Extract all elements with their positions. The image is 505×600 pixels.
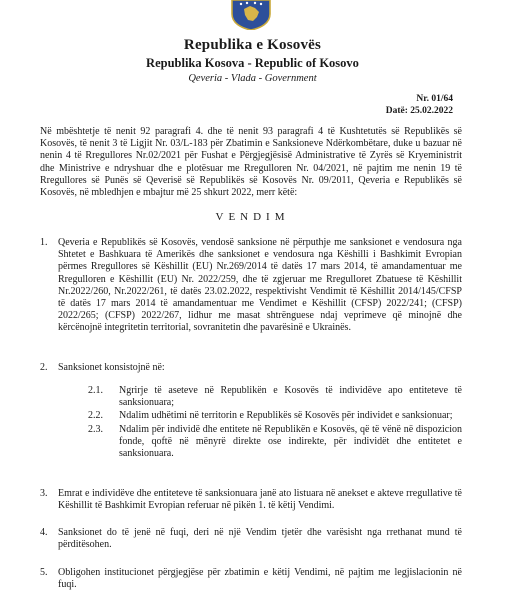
header-title: Republika e Kosovës bbox=[183, 37, 322, 53]
subitem-number: 2.3. bbox=[88, 424, 103, 435]
item-text: Sanksionet konsistojnë në: bbox=[58, 362, 165, 373]
subitem-number: 2.1. bbox=[88, 385, 103, 396]
subitem-text: Ndalim për individë dhe entitete në Republikën e Kosovës, që të vënë në dispozicion fonde, qoftë në mënyrë direkte ose indirekte, për individët dhe entitetet e sanksionuara. bbox=[119, 424, 462, 460]
decision-title: VENDIM bbox=[215, 211, 290, 223]
kosovo-coat-of-arms-icon bbox=[228, 0, 274, 30]
item-number: 1. bbox=[40, 237, 48, 248]
subitem-text: Ndalim udhëtimi në territorin e Republikës së Kosovës për individet e sanksionuar; bbox=[119, 410, 453, 421]
subitem-number: 2.2. bbox=[88, 410, 103, 421]
document-number: Nr. 01/64 bbox=[416, 94, 453, 104]
subitem-text: Ngrirje të aseteve në Republikën e Kosovës të individëve apo entiteteve të sanksionuara; bbox=[119, 385, 462, 409]
item-number: 4. bbox=[40, 527, 48, 538]
document-date: Datë: 25.02.2022 bbox=[385, 106, 453, 116]
preamble-paragraph: Në mbështetje të nenit 92 paragrafi 4. dhe të nenit 93 paragrafi 4 të Kushtetutës së Republikës së Kosovës, të nenit 3 të Ligjit Nr. 03/L-183 për Zbatimin e Sanksioneve Ndërkombëtare, duke u bazuar në nenin 4 të Rregullores Nr.02/2021 për Fushat e Përgjegjësisë Administrative të Zyrës së Kryeministrit dhe Ministrive e ndryshuar dhe e plotësuar me Rregulloren Nr. 04/2021, në pajtim me nenin 19 të Rregullores së Punës së Qeverisë së Republikës së Kosovës Nr. 09/2011, Qeveria e Republikës së Kosovës, në mbledhjen e mbajtur më 25 shkurt 2022, merr këtë: bbox=[40, 126, 462, 199]
item-number: 2. bbox=[40, 362, 48, 373]
item-text: Emrat e individëve dhe entiteteve të sanksionuara janë ato listuara në anekset e akteve rregullative të Këshillit të Bashkimit Evropian referuar në pikën 1. të këtij Vendimi. bbox=[58, 488, 462, 512]
item-number: 3. bbox=[40, 488, 48, 499]
item-text: Obligohen institucionet përgjegjëse për zbatimin e këtij Vendimi, në pajtim me legjislacionin në fuqi. bbox=[58, 567, 462, 591]
item-text: Sanksionet do të jenë në fuqi, deri në një Vendim tjetër dhe varësisht nga rrethanat mund të përditësohen. bbox=[58, 527, 462, 551]
item-number: 5. bbox=[40, 567, 48, 578]
header-government: Qeveria - Vlada - Government bbox=[188, 73, 317, 84]
header-subtitle: Republika Kosova - Republic of Kosovo bbox=[146, 56, 359, 70]
item-text: Qeveria e Republikës së Kosovës, vendosë sanksione në përputhje me sanksionet e vendosura nga Shtetet e Bashkuara të Amerikës dhe sanksionet e vendosura nga Këshilli i Bashkimit Evropian përmes Rregullores së Këshillit (EU) Nr.269/2014 të datës 17 mars 2014, të amandamentuar me Rregulloren e Këshillit (EU) Nr. 2022/259, dhe të zgjeruar me Rregulloret Zbatuese të Këshillit Nr.2022/260, Nr.2022/261, të datës 23.02.2022, respektivisht Vendimit të Këshillit 2014/145/CFSP të datës 17 mars 2014 të amandamentuar me Vendimet e Këshillit (CFSP) 2022/241; (CFSP) 2022/265; (CFSP) 2022/267, lidhur me masat shtrënguese ndaj veprimeve që minojnë dhe kërcënojnë integritetin territorial, sovranitetin dhe pavarësinë e Ukrainës. bbox=[58, 237, 462, 334]
